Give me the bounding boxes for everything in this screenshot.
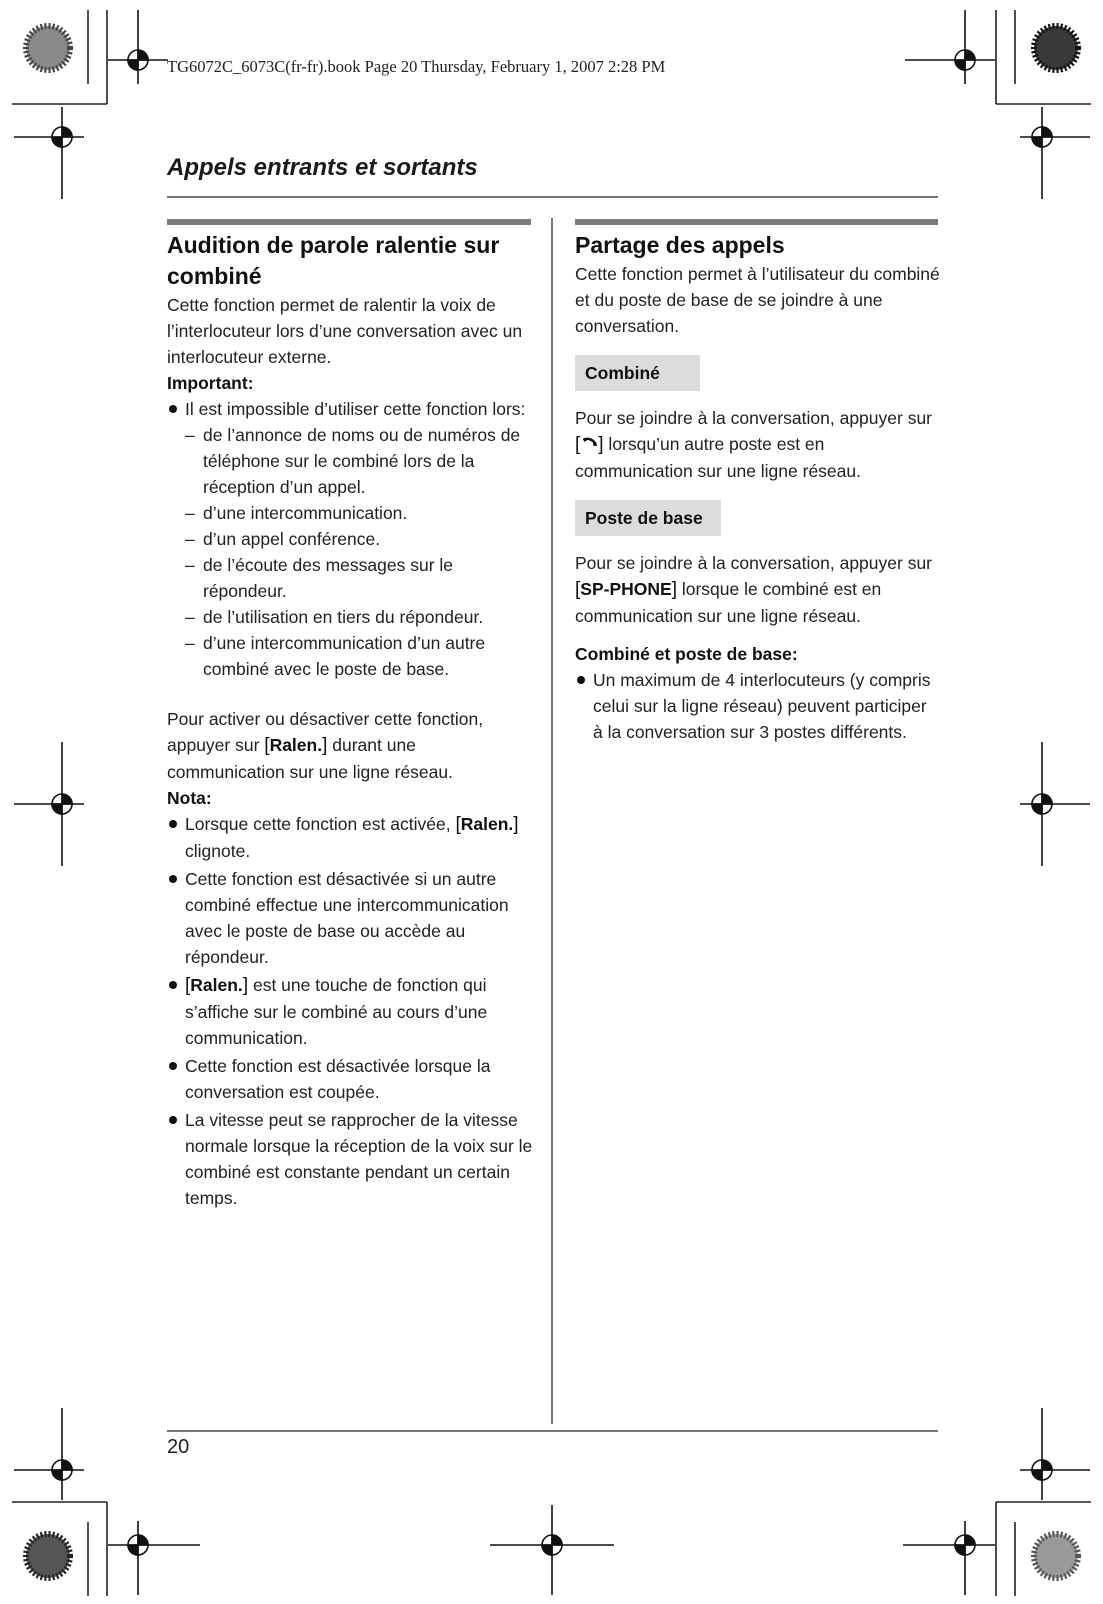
book-header: TG6072C_6073C(fr-fr).book Page 20 Thursday, February 1, 2007 2:28 PM (167, 57, 666, 76)
nota-bullet: Cette fonction est désactivée lorsque la conversation est coupée. (167, 1053, 535, 1105)
bullet-dot (169, 1116, 177, 1124)
important-bullet: Il est impossible d’utiliser cette fonction lors: (167, 396, 535, 422)
nota-bullet: Lorsque cette fonction est activée, [Ralen.] clignote. (167, 811, 535, 864)
sub-item: – de l’utilisation en tiers du répondeur. (185, 607, 484, 627)
nota-bullet: Cette fonction est désactivée si un autre combiné effectue une intercommunication avec le poste de base ou accède au répondeur. (167, 866, 535, 970)
nota-bullet: La vitesse peut se rapprocher de la vitesse normale lorsque la réception de la voix sur le combiné est constante pendant un certain temps. (167, 1107, 535, 1211)
bullet-dot (169, 405, 177, 413)
left-intro: Cette fonction permet de ralentir la voix de l’interlocuteur lors d’une conversation avec un interlocuteur externe. (167, 295, 523, 367)
sub-item: – d’une intercommunication. (185, 503, 408, 523)
talk-key: [ ] (575, 434, 604, 455)
bullet-dot (169, 820, 177, 828)
base-paragraph: Pour se joindre à la conversation, appuyer sur [SP-PHONE] lorsque le combiné est en communication sur une ligne réseau. (575, 553, 933, 626)
section-title: Appels entrants et sortants (167, 154, 478, 181)
sub-item: – de l’annonce de noms ou de numéros de téléphone sur le combiné lors de la réception d’un appel. (185, 425, 521, 497)
column-divider (551, 218, 553, 1424)
combine-paragraph: Pour se joindre à la conversation, appuyer sur [ ] lorsqu’un autre poste est en communication sur une ligne réseau. (575, 408, 933, 481)
sub-item: – d’un appel conférence. (185, 529, 381, 549)
nota-label: Nota: (167, 788, 212, 808)
base-box: Poste de base (575, 500, 721, 536)
ralen-key: [Ralen.] (185, 975, 249, 996)
right-heading-bar (575, 219, 938, 225)
bullet-dot (169, 981, 177, 989)
sub-item: – d’une intercommunication d’un autre combiné avec le poste de base. (185, 633, 486, 679)
right-column (575, 230, 940, 745)
phone-handset-icon (580, 437, 598, 451)
left-column (167, 230, 535, 1211)
ralen-key: [Ralen.] (455, 814, 519, 835)
important-label: Important: (167, 373, 254, 393)
right-intro: Cette fonction permet à l’utilisateur du combiné et du poste de base de se joindre à une conversation. (575, 264, 940, 336)
footer-rule (167, 1430, 938, 1432)
bullet-dot (577, 676, 585, 684)
nota-bullet: [Ralen.] est une touche de fonction qui s’affiche sur le combiné au cours d’une communication. (167, 972, 535, 1051)
bullet-dot (169, 1062, 177, 1070)
combine-box: Combiné (575, 355, 700, 391)
bullet-dot (169, 875, 177, 883)
page-number: 20 (167, 1436, 190, 1458)
sub-item: – de l’écoute des messages sur le répondeur. (185, 555, 453, 601)
left-heading-bar (167, 219, 531, 225)
activate-paragraph: Pour activer ou désactiver cette fonction, appuyer sur [Ralen.] durant une communication sur une ligne réseau. (167, 709, 484, 782)
ralen-key: [Ralen.] (264, 735, 328, 756)
left-heading: Audition de parole ralentie sur combiné (167, 232, 500, 289)
both-bullet: Un maximum de 4 interlocuteurs (y compris celui sur la ligne réseau) peuvent participer à la conversation sur 3 postes différents. (575, 667, 940, 745)
right-heading: Partage des appels (575, 232, 785, 258)
title-rule (167, 196, 938, 198)
sp-phone-key: [SP-PHONE] (575, 579, 677, 600)
both-label: Combiné et poste de base: (575, 644, 798, 664)
